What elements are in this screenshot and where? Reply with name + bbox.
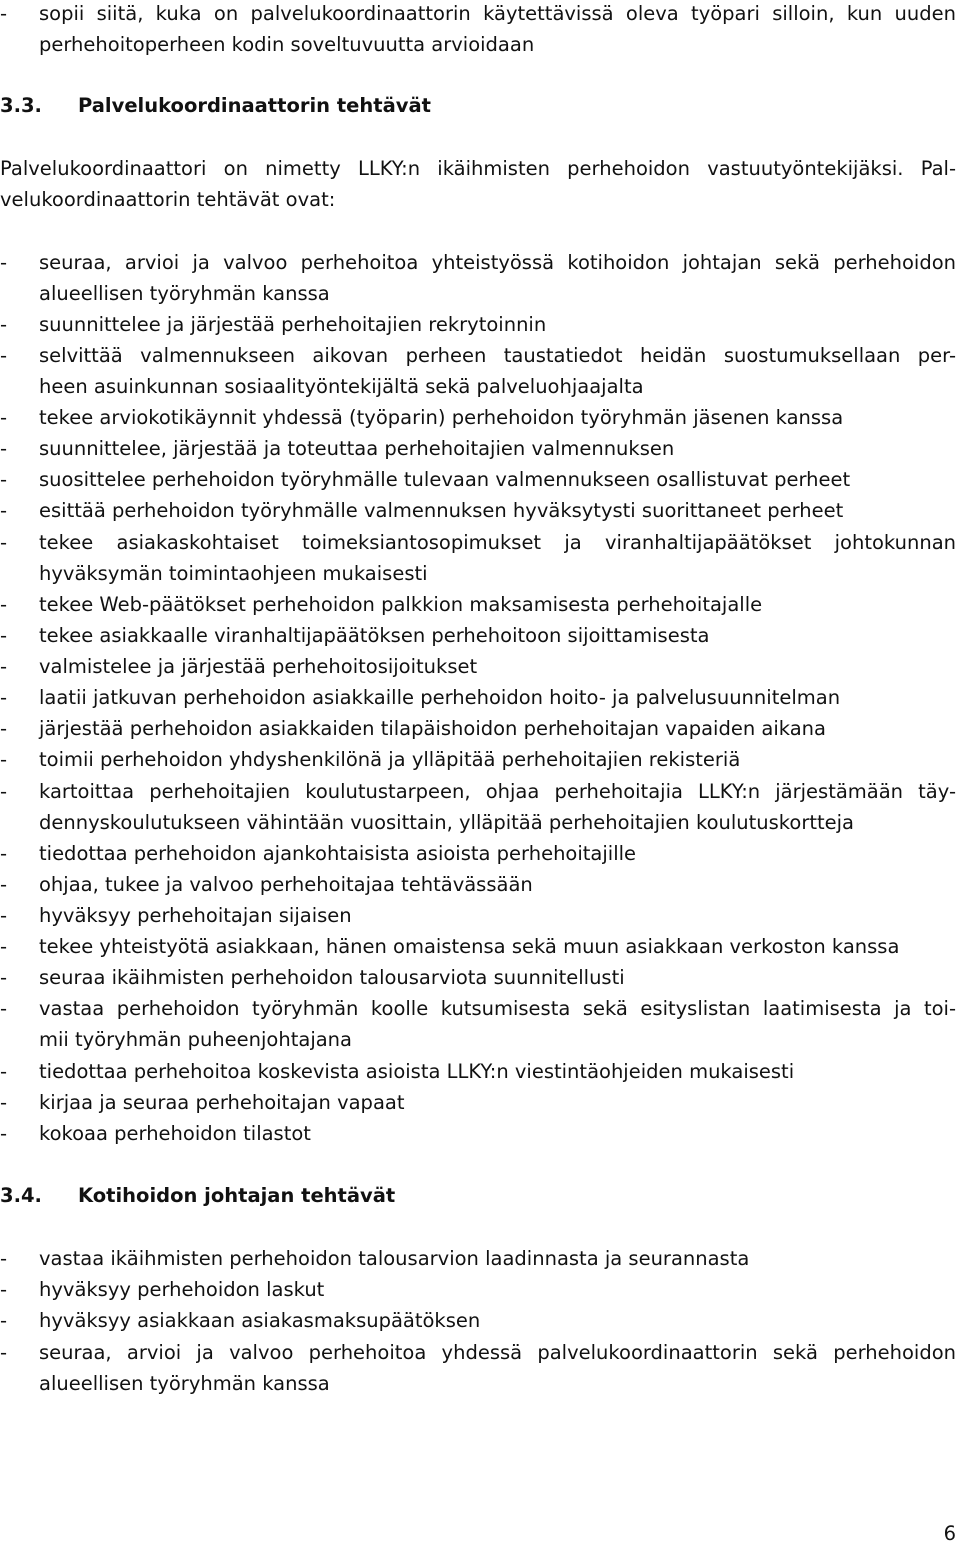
list-item-text: selvittää valmennukseen aikovan perheen taustatiedot heidän suostumuksellaan per- bbox=[39, 344, 956, 367]
bullet-dash: - bbox=[0, 1309, 8, 1332]
list-item-text: tekee arviokotikäynnit yhdessä (työparin) perhehoidon työryhmän jäsenen kanssa bbox=[39, 406, 844, 429]
list-item-text: tekee asiakaskohtaiset toimeksiantosopimukset ja viranhaltijapäätökset johtokunnan bbox=[39, 531, 956, 554]
list-item-text: suunnittelee, järjestää ja toteuttaa perhehoitajien valmennuksen bbox=[39, 437, 675, 460]
paragraph-text: Palvelukoordinaattori on nimetty LLKY:n ikäihmisten perhehoidon vastuutyöntekijäksi. Pal- bbox=[0, 157, 956, 180]
bullet-dash: - bbox=[0, 593, 8, 616]
bullet-dash: - bbox=[0, 2, 8, 25]
list-item-text: alueellisen työryhmän kanssa bbox=[39, 1372, 330, 1395]
list-item-text: vastaa perhehoidon työryhmän koolle kutsumisesta sekä esityslistan laatimisesta ja toi- bbox=[39, 997, 956, 1020]
list-item-text: hyväksyy asiakkaan asiakasmaksupäätöksen bbox=[39, 1309, 481, 1332]
bullet-dash: - bbox=[0, 437, 8, 460]
list-item-text: seuraa ikäihmisten perhehoidon talousarviota suunnitellusti bbox=[39, 966, 625, 989]
list-item-text: kirjaa ja seuraa perhehoitajan vapaat bbox=[39, 1091, 405, 1114]
section-number: 3.3. bbox=[0, 94, 42, 117]
bullet-dash: - bbox=[0, 997, 8, 1020]
bullet-dash: - bbox=[0, 748, 8, 771]
section-number: 3.4. bbox=[0, 1184, 42, 1207]
list-item-text: dennyskoulutukseen vähintään vuosittain, ylläpitää perhehoitajien koulutuskortteja bbox=[39, 811, 855, 834]
list-item-text: tiedottaa perhehoitoa koskevista asioista LLKY:n viestintäohjeiden mukaisesti bbox=[39, 1060, 795, 1083]
list-item-text: järjestää perhehoidon asiakkaiden tilapäishoidon perhehoitajan vapaiden aikana bbox=[39, 717, 826, 740]
bullet-dash: - bbox=[0, 966, 8, 989]
page-number: 6 bbox=[943, 1522, 956, 1545]
bullet-dash: - bbox=[0, 686, 8, 709]
bullet-dash: - bbox=[0, 624, 8, 647]
bullet-dash: - bbox=[0, 842, 8, 865]
list-item-text: seuraa, arvioi ja valvoo perhehoitoa yhteistyössä kotihoidon johtajan sekä perhehoidon bbox=[39, 251, 956, 274]
list-item-text: heen asuinkunnan sosiaalityöntekijältä sekä palveluohjaajalta bbox=[39, 375, 644, 398]
list-item-text: tekee Web-päätökset perhehoidon palkkion maksamisesta perhehoitajalle bbox=[39, 593, 763, 616]
section-title: Kotihoidon johtajan tehtävät bbox=[78, 1184, 396, 1207]
bullet-dash: - bbox=[0, 251, 8, 274]
bullet-dash: - bbox=[0, 468, 8, 491]
bullet-dash: - bbox=[0, 313, 8, 336]
bullet-dash: - bbox=[0, 1091, 8, 1114]
list-item-text: suunnittelee ja järjestää perhehoitajien rekrytoinnin bbox=[39, 313, 547, 336]
bullet-dash: - bbox=[0, 499, 8, 522]
list-item-text: sopii siitä, kuka on palvelukoordinaattorin käytettävissä oleva työpari silloin, kun uuden bbox=[39, 2, 956, 25]
list-item-text: ohjaa, tukee ja valvoo perhehoitajaa tehtävässään bbox=[39, 873, 533, 896]
list-item-text: seuraa, arvioi ja valvoo perhehoitoa yhdessä palvelukoordinaattorin sekä perhehoidon bbox=[39, 1341, 956, 1364]
bullet-dash: - bbox=[0, 717, 8, 740]
list-item-text: kokoaa perhehoidon tilastot bbox=[39, 1122, 311, 1145]
list-item-text: mii työryhmän puheenjohtajana bbox=[39, 1028, 352, 1051]
bullet-dash: - bbox=[0, 531, 8, 554]
list-item-text: tekee asiakkaalle viranhaltijapäätöksen perhehoitoon sijoittamisesta bbox=[39, 624, 710, 647]
paragraph-text: velukoordinaattorin tehtävät ovat: bbox=[0, 188, 336, 211]
bullet-dash: - bbox=[0, 655, 8, 678]
list-item-text: tekee yhteistyötä asiakkaan, hänen omaistensa sekä muun asiakkaan verkoston kanssa bbox=[39, 935, 900, 958]
bullet-dash: - bbox=[0, 904, 8, 927]
section-title: Palvelukoordinaattorin tehtävät bbox=[78, 94, 431, 117]
bullet-dash: - bbox=[0, 935, 8, 958]
bullet-dash: - bbox=[0, 873, 8, 896]
bullet-dash: - bbox=[0, 1247, 8, 1270]
list-item-text: suosittelee perhehoidon työryhmälle tulevaan valmennukseen osallistuvat perheet bbox=[39, 468, 851, 491]
list-item-text: hyväksyy perhehoitajan sijaisen bbox=[39, 904, 352, 927]
list-item-text: laatii jatkuvan perhehoidon asiakkaille perhehoidon hoito- ja palvelusuunnitelman bbox=[39, 686, 841, 709]
bullet-dash: - bbox=[0, 780, 8, 803]
bullet-dash: - bbox=[0, 1122, 8, 1145]
list-item-text: vastaa ikäihmisten perhehoidon talousarvion laadinnasta ja seurannasta bbox=[39, 1247, 750, 1270]
list-item-text: esittää perhehoidon työryhmälle valmennuksen hyväksytysti suorittaneet perheet bbox=[39, 499, 844, 522]
list-item-text: perhehoitoperheen kodin soveltuvuutta arvioidaan bbox=[39, 33, 535, 56]
list-item-text: alueellisen työryhmän kanssa bbox=[39, 282, 330, 305]
bullet-dash: - bbox=[0, 344, 8, 367]
bullet-dash: - bbox=[0, 1060, 8, 1083]
list-item-text: toimii perhehoidon yhdyshenkilönä ja ylläpitää perhehoitajien rekisteriä bbox=[39, 748, 741, 771]
bullet-dash: - bbox=[0, 1278, 8, 1301]
bullet-dash: - bbox=[0, 1341, 8, 1364]
list-item-text: hyväksymän toimintaohjeen mukaisesti bbox=[39, 562, 428, 585]
bullet-dash: - bbox=[0, 406, 8, 429]
list-item-text: kartoittaa perhehoitajien koulutustarpeen, ohjaa perhehoitajia LLKY:n järjestämään täy- bbox=[39, 780, 956, 803]
list-item-text: valmistelee ja järjestää perhehoitosijoitukset bbox=[39, 655, 478, 678]
list-item-text: tiedottaa perhehoidon ajankohtaisista asioista perhehoitajille bbox=[39, 842, 637, 865]
list-item-text: hyväksyy perhehoidon laskut bbox=[39, 1278, 325, 1301]
